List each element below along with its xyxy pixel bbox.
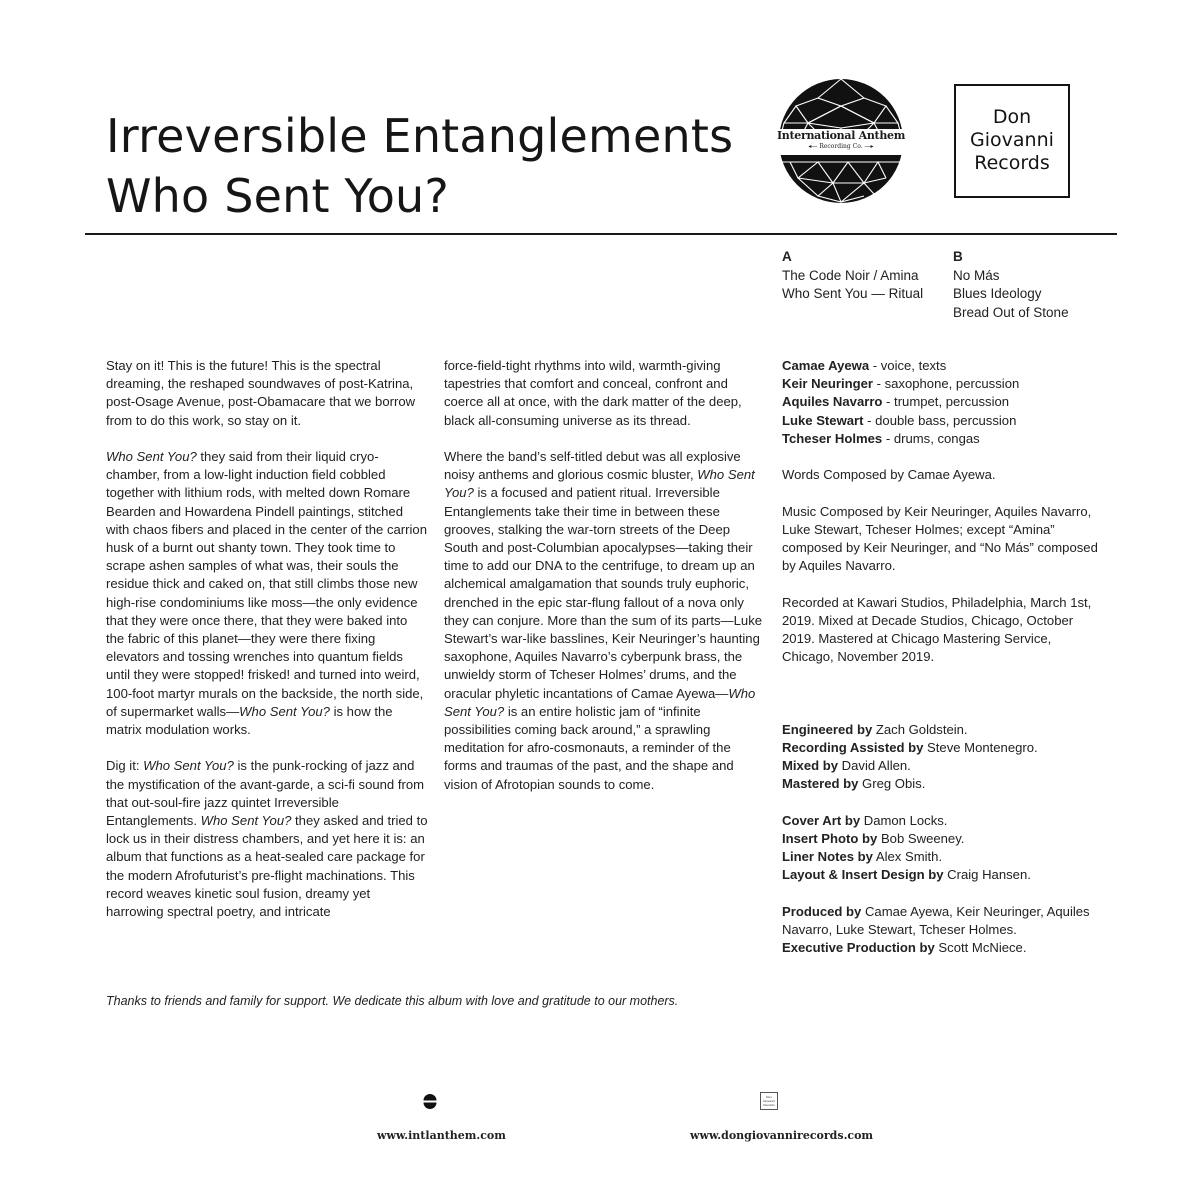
ia-name: International Anthem: [776, 129, 906, 142]
art-credits: [782, 812, 1102, 885]
track: Bread Out of Stone: [953, 304, 1069, 320]
text-run: they asked and tried to lock us in their distress chambers, and yet here it is: an album that functions as a heat-sealed care package for the modern Afrofuturist’s pre-flight machinations. This record weaves kinetic soul fusion, dreamy yet harrowing spectral poetry, and intricate: [106, 813, 428, 920]
album-ref: Who Sent You?: [143, 758, 234, 774]
don-giovanni-logo: [954, 84, 1070, 198]
credits-column: [782, 357, 1102, 975]
text-run: is an entire holistic jam of “infinite possibilities coming back around,” a sprawling meditation for afro-cosmonauts, a reminder of the forms and traumas of the past, and the shape and vision of Afrotopian sounds to come.: [444, 703, 734, 792]
international-anthem-wordmark: [768, 129, 914, 155]
dongiovanni-link[interactable]: www.dongiovannirecords.com: [690, 1129, 874, 1142]
international-anthem-mini-icon: [423, 1093, 437, 1109]
track: The Code Noir / Amina: [782, 267, 919, 283]
credit-line: Liner Notes by Alex Smith.: [782, 849, 943, 864]
credit-line: Insert Photo by Bob Sweeney.: [782, 830, 965, 846]
header-rule: [85, 233, 1117, 235]
engineering-credits: [782, 721, 1102, 794]
ia-sub: ◂— Recording Co. —▸: [808, 143, 874, 150]
album-ref: Who Sent You?: [444, 685, 756, 719]
liner-paragraph: [106, 448, 428, 739]
album-ref: Who Sent You?: [200, 813, 292, 829]
text-run: is the punk-rocking of jazz and the mystification of the avant-garde, a sci-fi sound from that out-soul-fire jazz quintet Irreversible Entanglements.: [106, 758, 425, 829]
credit-line: Recording Assisted by Steve Montenegro.: [782, 739, 1038, 755]
member: Luke Stewart - double bass, percussion: [782, 412, 1017, 428]
text-run: they said from their liquid cryo-chamber, from a low-light induction field cobbled together with lithium rods, with melted down Romare Bearden and Howardena Pindell paintings, stitched with chaos fibers and placed in the center of the carrion husk of a burnt out shanty town. They took time to scrape ashen samples of what was, their souls the residue thick and caked on, that still climbs those new high-rise condominiums like moss—the only evidence that they were once there, that they were baked into the fabric of this planet—they were there fixing elevators and tossing wrenches into quantum fields until they were stopped! frisked! and turned into weird, 100-foot martyr murals on the backside, the north side, of supermarket walls—: [106, 449, 427, 719]
credit-line: Produced by Camae Ayewa, Keir Neuringer, Aquiles Navarro, Luke Stewart, Tcheser Holmes.: [782, 903, 1090, 937]
album-ref: Who Sent You?: [106, 449, 197, 464]
liner-notes-column-2: [444, 357, 764, 812]
dg-line3: Records: [974, 152, 1050, 174]
album-title: Who Sent You?: [106, 169, 450, 223]
liner-notes-column-1: [106, 357, 428, 939]
liner-paragraph: force-field-tight rhythms into wild, warmth-giving tapestries that comfort and conceal, confront and coerce all at once, with the dark matter of the deep, black all-consuming universe as its thread.: [444, 358, 742, 428]
side-b-label: B: [953, 249, 963, 264]
credit-line: Cover Art by Damon Locks.: [782, 812, 948, 828]
track: Blues Ideology: [953, 286, 1042, 301]
dg-line1: Don: [992, 106, 1032, 128]
music-credit: Music Composed by Keir Neuringer, Aquiles Navarro, Luke Stewart, Tcheser Holmes; except “Amina” composed by Keir Neuringer, and “No Más” composed by Aquiles Navarro.: [782, 503, 1098, 574]
member: Camae Ayewa - voice, texts: [782, 358, 947, 373]
text-run: Dig it:: [106, 758, 144, 774]
don-giovanni-mini-icon: Don Giovanni Records: [760, 1092, 778, 1110]
track: Who Sent You — Ritual: [782, 286, 924, 301]
credit-line: Layout & Insert Design by Craig Hansen.: [782, 867, 1031, 883]
liner-paragraph: [444, 448, 764, 794]
album-ref: Who Sent You?: [444, 467, 755, 501]
ia-sub-text: Recording Co.: [819, 143, 863, 150]
credit-line: Mixed by David Allen.: [782, 758, 911, 773]
intlanthem-link[interactable]: www.intlanthem.com: [377, 1129, 506, 1142]
text-run: Where the band’s self-titled debut was all explosive noisy anthems and glorious cosmic bluster,: [444, 449, 741, 483]
member: Keir Neuringer - saxophone, percussion: [782, 376, 1020, 392]
liner-paragraph: Stay on it! This is the future! This is the spectral dreaming, the reshaped soundwaves of post-Katrina, post-Osage Avenue, post-Obamacare that we borrow from to do this work, so stay on it.: [106, 358, 416, 428]
credit-line: Executive Production by Scott McNiece.: [782, 940, 1027, 955]
dg-line2: Giovanni: [970, 129, 1054, 151]
production-credits: [782, 903, 1102, 958]
tracklist-side-b: [953, 248, 1069, 322]
credit-line: Engineered by Zach Goldstein.: [782, 721, 968, 737]
credit-line: Mastered by Greg Obis.: [782, 776, 926, 792]
text-run: is how the matrix modulation works.: [106, 703, 393, 738]
member: Aquiles Navarro - trumpet, percussion: [782, 394, 1010, 410]
members-list: [782, 357, 1102, 448]
track: No Más: [953, 267, 1000, 283]
tracklist-side-a: [782, 248, 923, 304]
liner-paragraph: [106, 757, 428, 921]
member: Tcheser Holmes - drums, congas: [782, 430, 980, 446]
dedication: Thanks to friends and family for support. We dedicate this album with love and gratitude to our mothers.: [106, 994, 679, 1008]
artist-title: Irreversible Entanglements: [106, 109, 734, 163]
words-credit: Words Composed by Camae Ayewa.: [782, 467, 996, 483]
text-run: is a focused and patient ritual. Irreversible Entanglements take their time in between these grooves, stalking the war-torn streets of the Deep South and post-Columbian apocalypses—taking their time to add our DNA to the centrifuge, to dream up an alchemical amalgamation that sounds truly euphoric, drenched in the epic star-flung fallout of a nova only they can conjure. More than the sum of its parts—Luke Stewart’s war-like basslines, Keir Neuringer’s haunting saxophone, Aquiles Navarro’s cyberpunk brass, the unwieldy storm of Tcheser Holmes’ drums, and the oracular phyletic incantations of Camae Ayewa—: [444, 485, 763, 701]
album-ref: Who Sent You?: [239, 703, 330, 719]
recording-info: Recorded at Kawari Studios, Philadelphia, March 1st, 2019. Mixed at Decade Studios, Chicago, October 2019. Mastered at Chicago Mastering Service, Chicago, November 2019.: [782, 594, 1092, 665]
side-a-label: A: [782, 249, 792, 264]
